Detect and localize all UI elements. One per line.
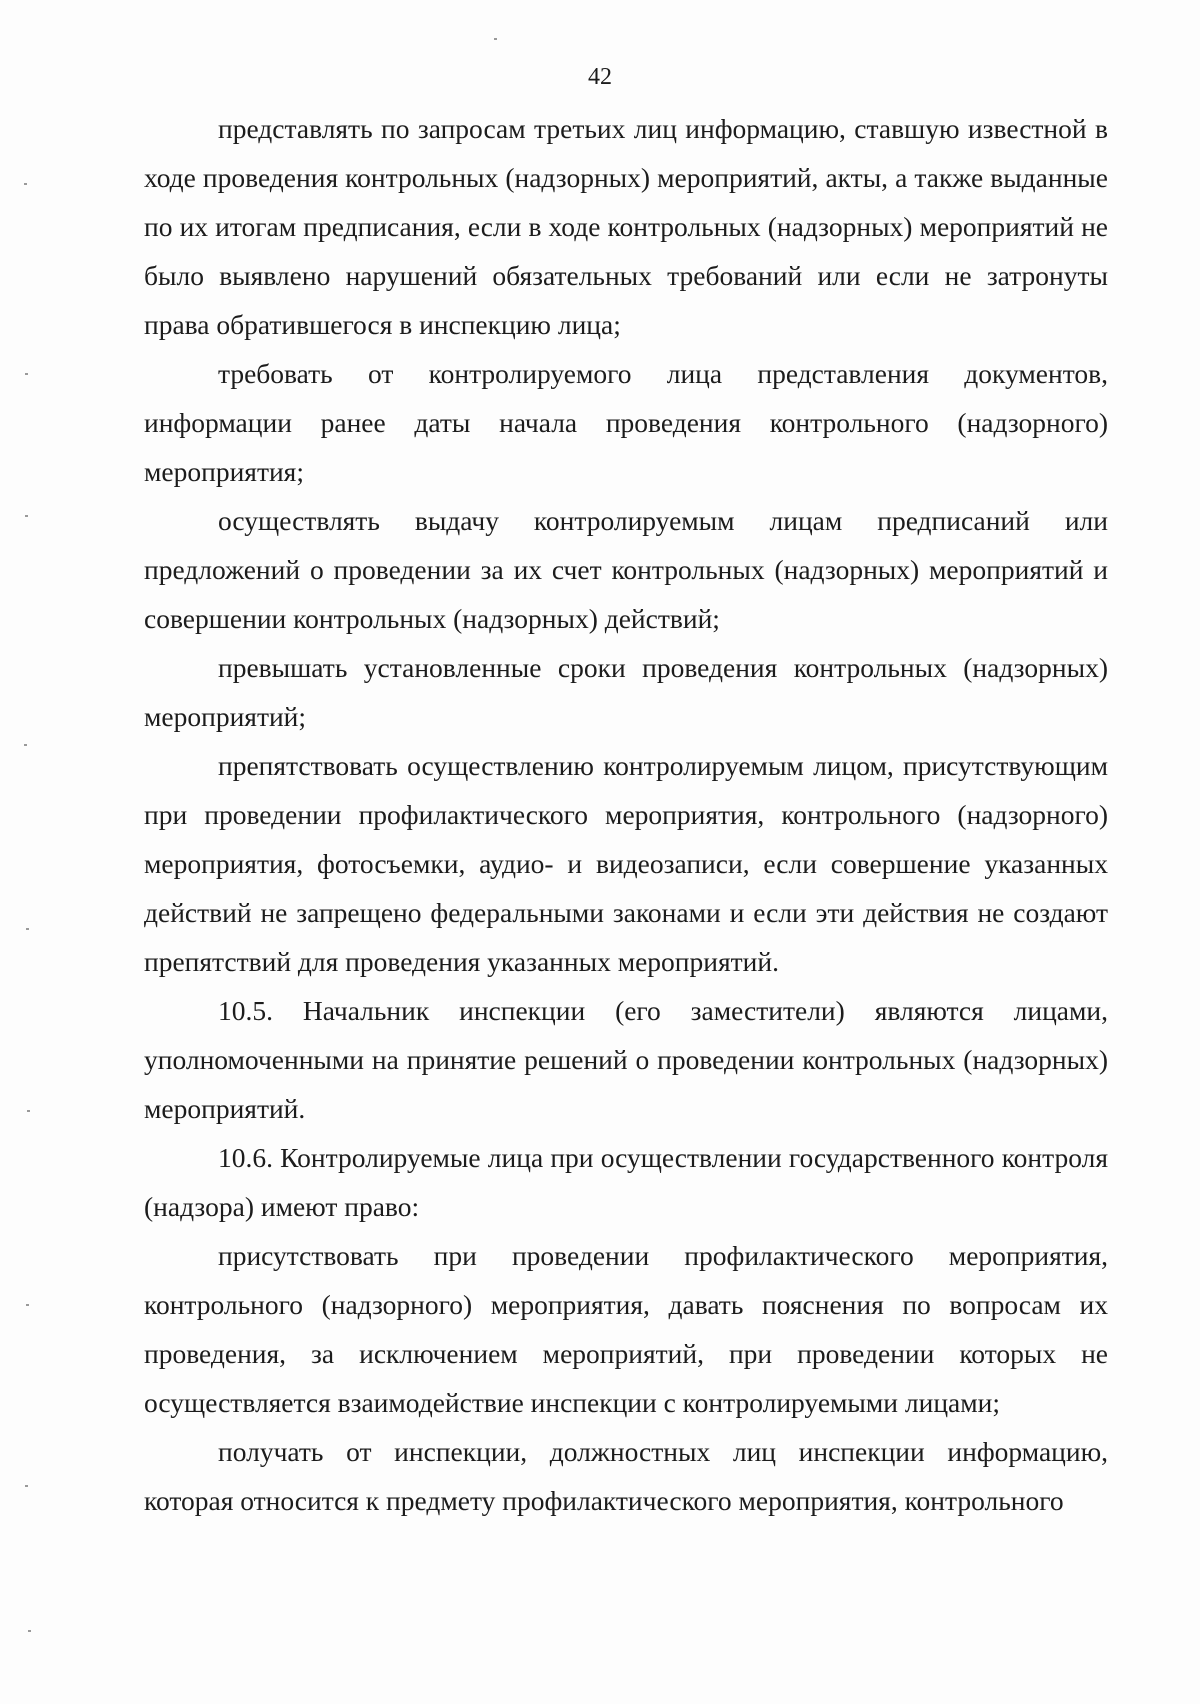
scan-speck — [26, 928, 29, 930]
scan-speck — [25, 373, 28, 375]
scan-speck — [24, 744, 27, 746]
paragraph: требовать от контролируемого лица представления документов, информации ранее даты начала проведения контрольного (надзорного) мероприятия; — [144, 358, 1108, 487]
section-10-6-paragraph: 10.6. Контролируемые лица при осуществлении государственного контроля (надзора) имеют право: — [144, 1142, 1108, 1222]
scan-speck — [25, 1485, 28, 1487]
scan-speck — [26, 1304, 29, 1306]
paragraph: представлять по запросам третьих лиц информацию, ставшую известной в ходе проведения контрольных (надзорных) мероприятий, акты, а также выданные по их итогам предписания, если в ходе контрольных (надзорных) мероприятий не было выявлено нарушений обязательных требований или если не затронуты права обратившегося в инспекцию лица; — [144, 113, 1108, 340]
scan-speck — [28, 1630, 31, 1632]
paragraph: превышать установленные сроки проведения контрольных (надзорных) мероприятий; — [144, 652, 1108, 732]
document-body — [144, 104, 1108, 1525]
paragraph: осуществлять выдачу контролируемым лицам предписаний или предложений о проведении за их счет контрольных (надзорных) мероприятий и совершении контрольных (надзорных) действий; — [144, 505, 1108, 634]
scan-speck — [25, 515, 28, 517]
paragraph: присутствовать при проведении профилактического мероприятия, контрольного (надзорного) мероприятия, давать пояснения по вопросам их проведения, за исключением мероприятий, при проведении которых не осуществляется взаимодействие инспекции с контролируемыми лицами; — [144, 1240, 1108, 1418]
scan-speck — [494, 38, 497, 40]
scan-speck — [27, 1110, 30, 1112]
section-10-5-paragraph: 10.5. Начальник инспекции (его заместители) являются лицами, уполномоченными на принятие решений о проведении контрольных (надзорных) мероприятий. — [144, 995, 1108, 1124]
paragraph: получать от инспекции, должностных лиц инспекции информацию, которая относится к предмету профилактического мероприятия, контрольного — [144, 1436, 1108, 1516]
scan-speck — [24, 183, 27, 185]
paragraph: препятствовать осуществлению контролируемым лицом, присутствующим при проведении профилактического мероприятия, контрольного (надзорного) мероприятия, фотосъемки, аудио- и видеозаписи, если совершение указанных действий не запрещено федеральными законами и если эти действия не создают препятствий для проведения указанных мероприятий. — [144, 750, 1108, 977]
page-number: 42 — [588, 64, 612, 90]
